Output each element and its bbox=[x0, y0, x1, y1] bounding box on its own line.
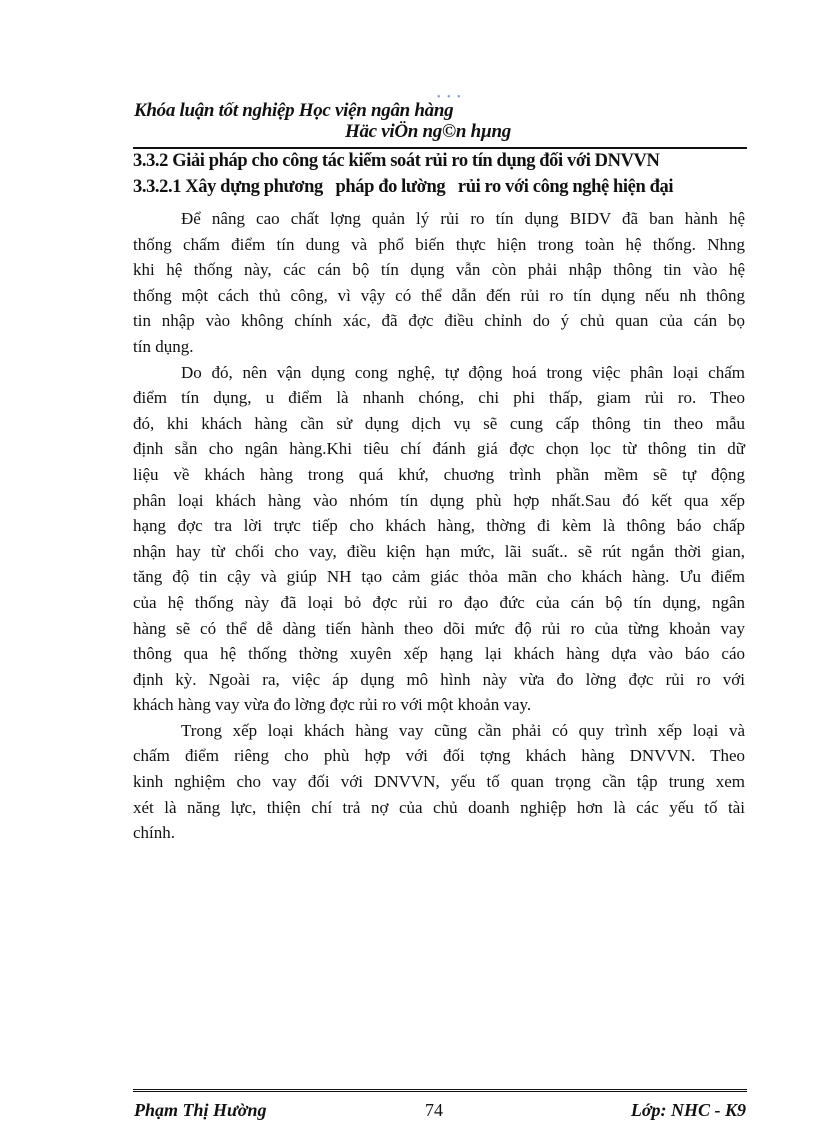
paragraph-line: của hệ thống này đã loại bỏ đợc rủi ro đạo đức của cán bộ tín dụng, ngân bbox=[133, 592, 745, 612]
paragraph-line: thống chấm điểm tín dung và phổ biến thực hiện trong toàn hệ thống. Nhng bbox=[133, 234, 745, 254]
header-rule bbox=[133, 147, 747, 149]
paragraph-line: hạng đợc tra lời trực tiếp cho khách hàng, thờng đi kèm là thông báo chấp bbox=[133, 516, 745, 536]
paragraph bbox=[133, 360, 745, 718]
paragraph-line: hàng sẽ có thể dễ dàng tiến hành theo dõi mức độ rủi ro của từng khoản vay bbox=[133, 618, 745, 638]
subsection-heading: 3.3.2.1 Xây dựng phương pháp đo lường rủi ro với công nghệ hiện đại bbox=[133, 177, 674, 197]
paragraph-line: Để nâng cao chất lợng quản lý rủi ro tín dụng BIDV đã ban hành hệ bbox=[181, 209, 745, 228]
header-title: Khóa luận tốt nghiệp Học viện ngân hàng bbox=[134, 100, 454, 121]
page-number: 74 bbox=[425, 1100, 443, 1120]
paragraph-line: tăng độ tin cậy và giúp NH tạo cảm giác thỏa mãn cho khách hàng. Ưu điểm bbox=[133, 567, 745, 587]
footer-class: Lớp: NHC - K9 bbox=[630, 1100, 746, 1120]
paragraph-line: định sẵn cho ngân hàng.Khi tiêu chí đánh giá đợc chọn lọc từ thông tin dữ bbox=[133, 439, 745, 459]
footer-rule bbox=[133, 1089, 747, 1092]
paragraph-line: thông qua hệ thống thờng xuyên xếp hạng lại khách hàng dựa vào báo cáo bbox=[133, 644, 745, 664]
body-text bbox=[133, 206, 745, 846]
section-heading: 3.3.2 Giải pháp cho công tác kiểm soát rủi ro tín dụng đối với DNVVN bbox=[133, 151, 660, 171]
paragraph-line: xét là năng lực, thiện chí trả nợ của chủ doanh nghiệp hơn là các yếu tố tài bbox=[133, 797, 745, 817]
paragraph-line: định kỳ. Ngoài ra, việc áp dụng mô hình này vừa đo lờng đợc rủi ro với bbox=[133, 669, 745, 689]
paragraph-line: Trong xếp loại khách hàng vay cũng cần phải có quy trình xếp loại và bbox=[181, 720, 745, 740]
paragraph-line: chấm điểm riêng cho phù hợp với đối tợng khách hàng DNVVN. Theo bbox=[133, 746, 745, 766]
paragraph-line: phân loại khách hàng vào nhóm tín dụng phù hợp nhất.Sau đó kết qua xếp bbox=[133, 490, 745, 510]
paragraph-line: nhận hay từ chối cho vay, điều kiện hạn mức, lãi suất.. sẽ rút ngắn thời gian, bbox=[133, 541, 745, 561]
paragraph-line: thống một cách thủ công, vì vậy có thể dẫn đến rủi ro tín dụng nếu nh thông bbox=[133, 285, 745, 305]
paragraph bbox=[133, 718, 745, 846]
paragraph-line: liệu về khách hàng trong quá khứ, chuơng trình phần mềm sẽ tự động bbox=[133, 464, 745, 484]
paragraph-line: kinh nghiệm cho vay đối với DNVVN, yếu tố quan trọng cần tập trung xem bbox=[133, 772, 745, 792]
header-dots: • • • bbox=[437, 92, 463, 103]
paragraph-line: khách hàng vay vừa đo lờng đợc rủi ro với một khoản vay. bbox=[133, 695, 532, 715]
paragraph-line: tín dụng. bbox=[133, 336, 194, 356]
paragraph-line: đó, khi khách hàng cần sử dụng dịch vụ sẽ cung cấp thông tin theo mẫu bbox=[133, 413, 745, 433]
paragraph-line: điểm tín dụng, u điểm là nhanh chóng, chi phi thấp, giam rủi ro. Theo bbox=[133, 388, 745, 408]
footer-author: Phạm Thị Hường bbox=[134, 1100, 267, 1120]
paragraph-line: tin nhập vào không chính xác, đã đợc điều chỉnh do ý chủ quan của cán bọ bbox=[133, 311, 745, 331]
header-subtitle: Häc viÖn ng©n hµng bbox=[345, 121, 511, 142]
paragraph-line: khi hệ thống này, các cán bộ tín dụng vẫn còn phải nhập thông tin vào hệ bbox=[133, 260, 745, 280]
paragraph bbox=[133, 206, 745, 360]
paragraph-line: Do đó, nên vận dụng cong nghệ, tự động hoá trong việc phân loại chấm bbox=[181, 362, 745, 382]
paragraph-line: chính. bbox=[133, 823, 176, 843]
